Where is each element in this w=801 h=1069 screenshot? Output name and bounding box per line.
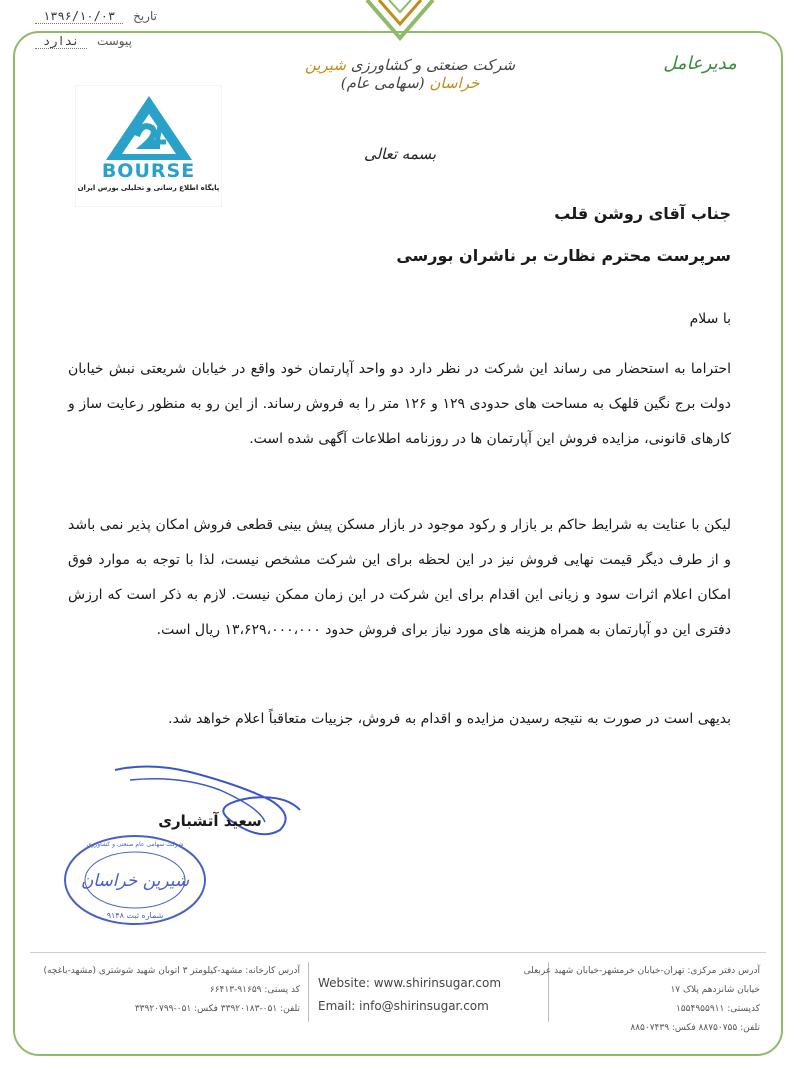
company-name bbox=[280, 56, 540, 92]
recipient-name: جناب آقای روشن قلب bbox=[554, 204, 731, 223]
factory-address-line: آدرس کارخانه: مشهد-کیلومتر ۳ اتوبان شهید شوشتری (مشهد-باغچه) bbox=[43, 966, 300, 976]
attachment-value: ندارد bbox=[35, 34, 87, 49]
footer-separator bbox=[308, 962, 309, 1022]
signer-name: سعید آتشباری bbox=[158, 812, 262, 830]
stamp-registration-text: شماره ثبت ۹۱۴۸ bbox=[106, 911, 164, 920]
bourse-triangle-icon bbox=[104, 94, 194, 162]
company-prefix: شرکت صنعتی و کشاورزی bbox=[350, 56, 516, 74]
email-link[interactable]: Email: info@shirinsugar.com bbox=[318, 999, 489, 1013]
stamp-ring-text: شرکت سهامی عام صنعتی و کشاورزی bbox=[86, 841, 184, 848]
company-emblem-icon bbox=[355, 0, 445, 45]
website-link[interactable]: Website: www.shirinsugar.com bbox=[318, 976, 502, 990]
body-paragraph-1: احتراما به استحضار می رساند این شرکت در نظر دارد دو واحد آپارتمان خود واقع در خیابان شریعتی نبش خیابان دولت برج نگین قلهک به مساحت های حدودی ۱۲۹ و ۱۲۶ متر را به فروش رساند. از این رو به منظور رعایت ساز و کارهای قانونی، مزایده فروش این آپارتمان ها در روزنامه اطلاعات آگهی شده است. bbox=[68, 361, 731, 447]
office-address-line: خیابان شانزدهم پلاک ۱۷ bbox=[670, 985, 760, 995]
company-accent: شیرین خراسان bbox=[304, 56, 480, 92]
date-field bbox=[35, 9, 157, 23]
footer-office-address bbox=[523, 962, 760, 1038]
bourse-wordmark: BOURSE bbox=[101, 160, 196, 182]
footer-contact bbox=[318, 972, 502, 1018]
office-phone-fax: تلفن: ۸۸۷۵۰۷۵۵ فکس: ۸۸۵۰۷۴۳۹ bbox=[630, 1023, 760, 1033]
company-suffix: (سهامی عام) bbox=[340, 74, 425, 92]
recipient-title: سرپرست محترم نظارت بر ناشران بورسی bbox=[396, 246, 731, 265]
ceo-title: مدیرعامل bbox=[663, 53, 737, 74]
body-paragraph-2: لیکن با عنایت به شرایط حاکم بر بازار و رکود موجود در بازار مسکن پیش بینی قطعی فروش امکان پذیر نمی باشد و از طرف دیگر قیمت نهایی فروش نیز در این لحظه برای این شرکت مشخص نیست، لذا با توجه به موارد فوق امکان اعلام اثرات سود و زیانی این اقدام برای این شرکت در این زمان ممکن نیست. لازم به ذکر است که ارزش دفتری این دو آپارتمان به همراه هزینه های مورد نیاز برای فروش حدود ۱۳،۶۲۹،۰۰۰،۰۰۰ ریال است. bbox=[68, 517, 731, 638]
footer-factory-address bbox=[40, 962, 300, 1019]
bourse-logo bbox=[75, 85, 222, 207]
attachment-field bbox=[35, 34, 132, 48]
company-stamp bbox=[60, 830, 210, 930]
attachment-label: پیوست bbox=[96, 34, 132, 48]
date-value: ۱۳۹۶/۱۰/۰۳ bbox=[35, 9, 123, 24]
factory-postal-code: کد پستی: ۹۱۶۵۹-۶۶۴۱۳ bbox=[209, 985, 300, 995]
factory-phone-fax: تلفن: ۰۵۱-۳۳۹۲۰۱۸۳ فکس: ۰۵۱-۳۳۹۲۰۷۹۹ bbox=[134, 1004, 300, 1014]
footer-divider bbox=[30, 952, 766, 953]
office-address-line: آدرس دفتر مرکزی: تهران-خیابان خرمشهر-خیابان شهید عربعلی bbox=[523, 966, 760, 976]
basmala: بسمه تعالی bbox=[363, 145, 437, 163]
bourse-subtitle: پایگاه اطلاع رسانی و تحلیلی بورس ایران bbox=[77, 184, 220, 192]
greeting: با سلام bbox=[689, 311, 731, 327]
stamp-main-text: شیرین خراسان bbox=[80, 871, 190, 891]
date-label: تاریخ bbox=[133, 9, 157, 23]
office-postal-code: کدپستی: ۱۵۵۴۹۵۵۹۱۱ bbox=[676, 1004, 760, 1014]
body-paragraph-3: بدیهی است در صورت به نتیجه رسیدن مزایده و اقدام به فروش، جزییات متعاقباً اعلام خواهد شد. bbox=[168, 711, 731, 727]
